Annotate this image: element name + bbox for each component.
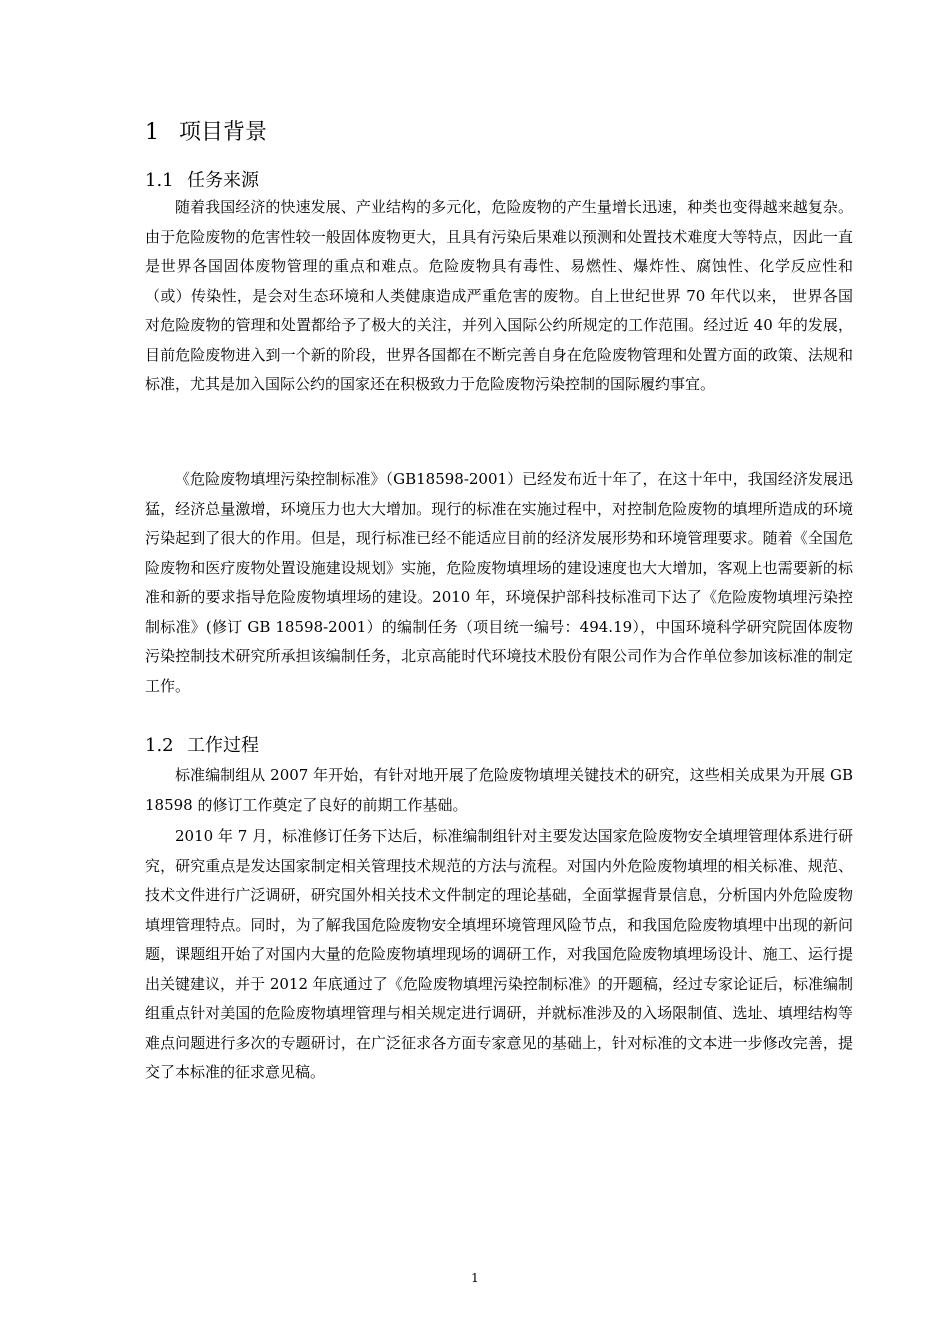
paragraph-task-source-1: 随着我国经济的快速发展、产业结构的多元化，危险废物的产生量增长迅速，种类也变得越来越复杂。由于危险废物的危害性较一般固体废物更大，且具有污染后果难以预测和处置技术难度大等特点，因此一直是世界各国固体废物管理的重点和难点。危险废物具有毒性、易燃性、爆炸性、腐蚀性、化学反应性和（或）传染性，是会对生态环境和人类健康造成严重危害的废物。自上世纪世界 70 年代以来， 世界各国对危险废物的管理和处置都给予了极大的关注，并列入国际公约所规定的工作范围。经过近 40 年的发展，目前危险废物进入到一个新的阶段，世界各国都在不断完善自身在危险废物管理和处置方面的政策、法规和标准，尤其是加入国际公约的国家还在积极致力于危险废物污染控制的国际履约事宜。 xyxy=(145,198,853,393)
paragraph-work-process-2: 2010 年 7 月，标准修订任务下达后，标准编制组针对主要发达国家危险废物安全填埋管理体系进行研究，研究重点是发达国家制定相关管理技术规范的方法与流程。对国内外危险废物填埋的相关标准、规范、技术文件进行广泛调研，研究国外相关技术文件制定的理论基础，全面掌握背景信息，分析国内外危险废物填埋管理特点。同时，为了解我国危险废物安全填埋环境管理风险节点，和我国危险废物填埋中出现的新问题，课题组开始了对国内大量的危险废物填埋现场的调研工作，对我国危险废物填埋场设计、施工、运行提出关键建议，并于 2012 年底通过了《危险废物填埋污染控制标准》的开题稿，经过专家论证后，标准编制组重点针对美国的危险废物填埋管理与相关规定进行调研，并就标准涉及的入场限制值、选址、填埋结构等难点问题进行多次的专题研讨，在广泛征求各方面专家意见的基础上，针对标准的文本进一步修改完善，提交了本标准的征求意见稿。 xyxy=(145,827,853,1081)
section-title: 项目背景 xyxy=(179,120,268,145)
subsection-title: 工作过程 xyxy=(187,735,259,756)
subsection-title: 任务来源 xyxy=(187,170,259,191)
section-heading xyxy=(145,118,267,148)
paragraph-work-process-1: 标准编制组从 2007 年开始，有针对地开展了危险废物填埋关键技术的研究，这些相关成果为开展 GB 18598 的修订工作奠定了良好的前期工作基础。 xyxy=(145,766,853,814)
page-number: 1 xyxy=(471,1271,479,1285)
subsection-heading-work-process xyxy=(145,733,259,759)
subsection-number: 1.1 xyxy=(145,170,174,191)
subsection-number: 1.2 xyxy=(145,735,174,756)
paragraph-task-source-2: 《危险废物填埋污染控制标准》（GB18598-2001）已经发布近十年了，在这十年中，我国经济发展迅猛，经济总量激增，环境压力也大大增加。现行的标准在实施过程中，对控制危险废物的填埋所造成的环境污染起到了很大的作用。但是，现行标准已经不能适应目前的经济发展形势和环境管理要求。随着《全国危险废物和医疗废物处置设施建设规划》实施，危险废物填埋场的建设速度也大大增加，客观上也需要新的标准和新的要求指导危险废物填埋场的建设。2010 年，环境保护部科技标准司下达了《危险废物填埋污染控制标准》(修订 GB 18598-2001）的编制任务（项目统一编号：494.19），中国环境科学研究院固体废物污染控制技术研究所承担该编制任务，北京高能时代环境技术股份有限公司作为合作单位参加该标准的制定工作。 xyxy=(145,470,853,695)
section-number: 1 xyxy=(145,120,159,145)
subsection-heading-task-source xyxy=(145,168,259,194)
